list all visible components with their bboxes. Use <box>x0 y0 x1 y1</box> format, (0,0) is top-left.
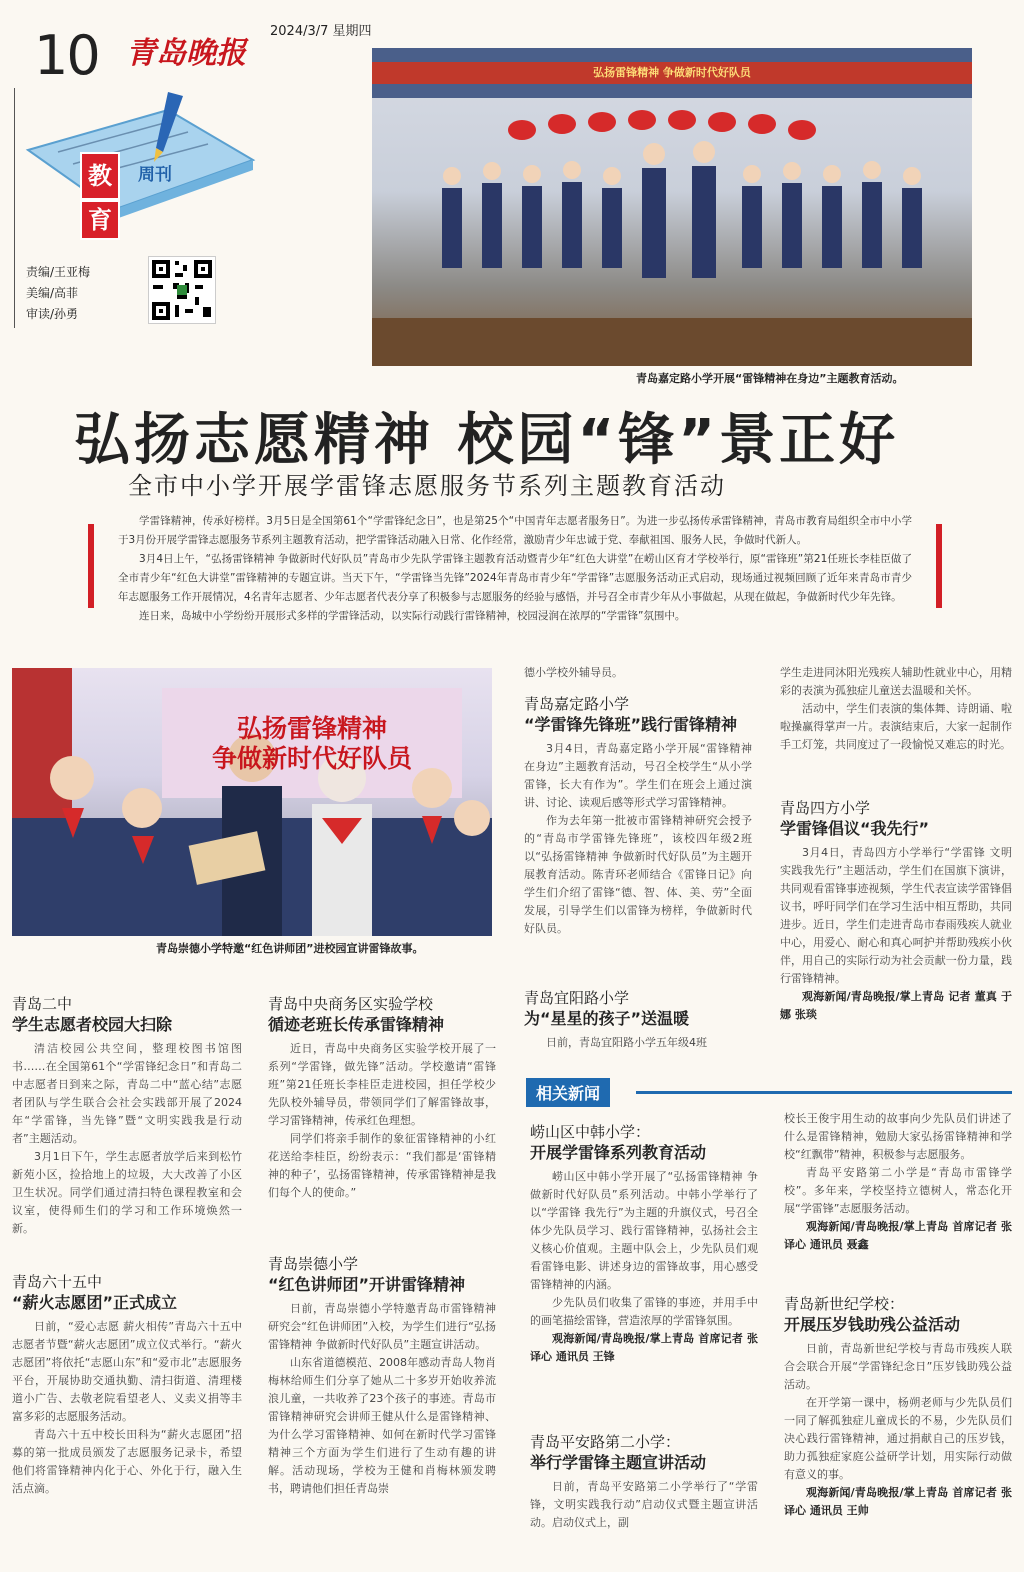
article-paragraph: 崂山区中韩小学开展了“弘扬雷锋精神 争做新时代好队员”系列活动。中韩小学举行了以“学雷锋 我先行”为主题的升旗仪式，号召全体少先队员学习、践行雷锋精神，弘扬社会主义核心价值观。主题中队会上，少先队员们观看雷锋电影、讲述身边的雷锋故事，用心感受雷锋精神的内涵。 <box>530 1170 758 1291</box>
credit-designer: 美编/高菲 <box>26 286 79 300</box>
students-on-stage-photo <box>372 48 972 366</box>
article-xinshiji <box>784 1294 1012 1520</box>
article-paragraph: 3月1日下午，学生志愿者放学后来到松竹新苑小区，捡拾地上的垃圾，大大改善了小区卫生状况。同学们通过清扫特色课程教室和会议室，使得师生们的学习和工作环境焕然一新。 <box>12 1150 242 1235</box>
lead-bar-left <box>88 524 94 608</box>
article-paragraph: 日前，青岛平安路第二小学举行了“学雷锋，文明实践我行动”启动仪式暨主题宣讲活动。启动仪式上，副 <box>530 1480 758 1529</box>
mid-banner-line1: 弘扬雷锋精神 <box>236 714 387 743</box>
article-byline: 观海新闻/青岛晚报/掌上青岛 首席记者 张译心 通讯员 王帅 <box>784 1486 1012 1517</box>
article-title: 循迹老班长传承雷锋精神 <box>268 1015 445 1034</box>
lead-paragraph: 连日来，岛城中小学纷纷开展形式多样的学雷锋活动，以实际行动践行雷锋精神，校园浸润在浓厚的“学雷锋”氛围中。 <box>139 610 686 622</box>
article-pingan-cont <box>784 1110 1012 1254</box>
article-title: 开展学雷锋系列教育活动 <box>530 1143 707 1162</box>
article-paragraph: 3月4日，青岛嘉定路小学开展“雷锋精神在身边”主题教育活动，号召全校学生“从小学雷锋，长大有作为”。学生们在班会上通过演讲、讨论、读观后感等形式学习雷锋精神。 <box>524 742 752 809</box>
article-title: “红色讲师团”开讲雷锋精神 <box>268 1275 466 1294</box>
article-paragraph: 日前，“爱心志愿 薪火相传”青岛六十五中志愿者节暨“薪火志愿团”成立仪式举行。“薪火志愿团”将依托“志愿山东”和“爱市北”志愿服务平台，开展协助交通执勤、清扫街道、清理楼道小广告、去敬老院看望老人、义卖义捐等丰富多彩的志愿服务活动。 <box>12 1320 242 1423</box>
article-paragraph: 青岛平安路第二小学是“青岛市雷锋学校”。多年来，学校坚持立德树人，常态化开展“学雷锋”志愿服务活动。 <box>784 1166 1012 1215</box>
article-sifang <box>780 798 1012 1024</box>
header-rule <box>14 88 15 328</box>
page-number: 10 <box>34 24 99 87</box>
article-paragraph: 日前，青岛新世纪学校与青岛市残疾人联合会联合开展“学雷锋纪念日”压岁钱助残公益活动。 <box>784 1342 1012 1391</box>
article-jiading <box>524 664 752 938</box>
article-erzhong <box>12 994 242 1238</box>
related-news-header <box>526 1078 1012 1106</box>
main-headline: 弘扬志愿精神 校园“锋”景正好 <box>74 408 900 473</box>
article-zhonghan <box>530 1122 758 1366</box>
article-title: 为“星星的孩子”送温暖 <box>524 1009 690 1028</box>
article-school: 青岛六十五中 <box>12 1273 103 1291</box>
article-title: 学生志愿者校园大扫除 <box>12 1015 173 1034</box>
section-char-yu: 育 <box>80 200 120 240</box>
credit-editor: 责编/王亚梅 <box>26 265 91 279</box>
article-school: 青岛崇德小学 <box>268 1255 359 1273</box>
mid-photo <box>12 668 492 936</box>
article-paragraph: 青岛六十五中校长田科为“薪火志愿团”招募的第一批成员颁发了志愿服务记录卡，希望他们将雷锋精神内化于心、外化于行，融入生活点滴。 <box>12 1428 242 1495</box>
article-continuation: 德小学校外辅导员。 <box>524 666 623 679</box>
article-paragraph: 活动中，学生们表演的集体舞、诗朗诵、啦啦操赢得掌声一片。表演结束后，大家一起制作手工灯笼，共同度过了一段愉悦又难忘的时光。 <box>780 702 1012 751</box>
article-paragraph: 同学们将亲手制作的象征雷锋精神的小红花送给李桂臣，纷纷表示：“我们都是‘雷锋精神的种子’，弘扬雷锋精神，传承雷锋精神是我们每个人的使命。” <box>268 1132 496 1199</box>
masthead-logo: 青岛晚报 <box>126 36 246 71</box>
article-school: 青岛平安路第二小学： <box>530 1433 681 1451</box>
article-continuation: 校长王俊宇用生动的故事向少先队员们讲述了什么是雷锋精神，勉励大家弘扬雷锋精神和学校“红飘带”精神，积极参与志愿服务。 <box>784 1112 1012 1161</box>
article-school: 青岛宜阳路小学 <box>524 989 630 1007</box>
top-photo-banner: 弘扬雷锋精神 争做新时代好队员 <box>593 66 751 79</box>
article-school: 青岛嘉定路小学 <box>524 695 630 713</box>
teacher-students-photo <box>12 668 492 936</box>
sub-headline: 全市中小学开展学雷锋志愿服务节系列主题教育活动 <box>128 472 726 500</box>
related-news-tag: 相关新闻 <box>526 1078 610 1107</box>
article-paragraph: 山东省道德模范、2008年感动青岛人物肖梅林给师生们分享了她从二十多岁开始收养流浪儿童，一共收养了23个孩子的事迹。青岛市雷锋精神研究会讲师王健从什么是雷锋精神、为什么学习雷锋精神、如何在新时代学习雷锋精神三个方面为学生们进行了生动有趣的讲解。活动现场，学校为王健和肖梅林颁发聘书，聘请他们担任青岛崇 <box>268 1356 496 1495</box>
top-photo-caption: 青岛嘉定路小学开展“雷锋精神在身边”主题教育活动。 <box>636 372 904 385</box>
article-yiyang <box>524 988 752 1052</box>
lead-paragraph: 3月4日上午，“弘扬雷锋精神 争做新时代好队员”青岛市少先队学雷锋主题教育活动暨青少年“红色大讲堂”在崂山区育才学校举行，原“雷锋班”第21任班长李桂臣做了全市青少年“红色大讲堂”雷锋精神的专题宣讲。当天下午，“学雷锋当先锋”2024年青岛市青少年“学雷锋”志愿服务活动正式启动，现场通过视频回顾了近年来青岛市青少年志愿服务工作开展情况，4名青年志愿者、少年志愿者代表分享了积极参与志愿服务的经验与感悟，并号召全市青少年从小事做起，从现在做起，争做新时代少年先锋。 <box>118 553 912 603</box>
lead-paragraph: 学雷锋精神，传承好榜样。3月5日是全国第61个“学雷锋纪念日”，也是第25个“中国青年志愿者服务日”。为进一步弘扬传承雷锋精神，青岛市教育局组织全市中小学于3月份开展学雷锋志愿服务节系列主题教育活动，把学雷锋活动融入日常、化作经常，激励青少年忠诚于党、奉献祖国、服务人民，争做时代新人。 <box>118 515 912 546</box>
article-yiyang-cont <box>780 664 1012 754</box>
article-title: 举行学雷锋主题宣讲活动 <box>530 1453 707 1472</box>
article-paragraph: 近日，青岛中央商务区实验学校开展了一系列“学雷锋，做先锋”活动。学校邀请“雷锋班”第21任班长李桂臣走进校园，担任学校少先队校外辅导员，带领同学们了解雷锋故事，学习雷锋精神，传承红色理想。 <box>268 1042 496 1127</box>
article-paragraph: 在开学第一课中，杨朔老师与少先队员们一同了解孤独症儿童成长的不易，少先队员们决心践行雷锋精神，通过捐献自己的压岁钱，助力孤独症家庭公益研学计划，用实际行动做有意义的事。 <box>784 1396 1012 1481</box>
article-paragraph: 清洁校园公共空间，整理校图书馆图书……在全国第61个“学雷锋纪念日”和青岛二中志愿者日到来之际，青岛二中“蓝心结”志愿者团队与学生联合会社会实践部开展了2024年“学雷锋，当先锋”暨“文明实践我是行动者”主题活动。 <box>12 1042 242 1145</box>
article-paragraph: 作为去年第一批被市雷锋精神研究会授予的“青岛市学雷锋先锋班”，该校四年级2班以“弘扬雷锋精神 争做新时代好队员”为主题开展教育活动。陈青环老师结合《雷锋日记》向学生们介绍了雷锋“德、智、体、美、劳”全面发展，引导学生们以雷锋为榜样，争做新时代好队员。 <box>524 814 752 935</box>
mid-photo-caption: 青岛崇德小学特邀“红色讲师团”进校园宣讲雷锋故事。 <box>156 942 424 955</box>
article-paragraph: 3月4日，青岛四方小学举行“学雷锋 文明实践我先行”主题活动，学生们在国旗下演讲，共同观看雷锋事迹视频，学生代表宣读学雷锋倡议书，呼吁同学们在学习生活中相互帮助，共同进步。近日，学生们走进青岛市春雨残疾人就业中心，用爱心、耐心和真心呵护并帮助残疾小伙伴，用自己的实际行动为社会贡献一份力量，践行雷锋精神。 <box>780 846 1012 985</box>
article-school: 青岛四方小学 <box>780 799 871 817</box>
article-byline: 观海新闻/青岛晚报/掌上青岛 首席记者 张译心 通讯员 聂鑫 <box>784 1220 1012 1251</box>
article-chongde <box>268 1254 496 1498</box>
lead-paragraphs <box>118 512 912 626</box>
article-paragraph: 日前，青岛宜阳路小学五年级4班 <box>546 1036 707 1049</box>
article-title: 学雷锋倡议“我先行” <box>780 819 930 838</box>
article-pingan <box>530 1432 758 1532</box>
section-char-jiao: 教 <box>80 152 120 200</box>
article-paragraph: 日前，青岛崇德小学特邀青岛市雷锋精神研究会“红色讲师团”入校，为学生们进行“弘扬雷锋精神 争做新时代好队员”主题宣讲活动。 <box>268 1302 496 1351</box>
section-logo <box>18 90 258 240</box>
article-school: 崂山区中韩小学： <box>530 1123 651 1141</box>
article-title: “薪火志愿团”正式成立 <box>12 1293 178 1312</box>
section-name: 周刊 <box>138 165 172 185</box>
article-byline: 观海新闻/青岛晚报/掌上青岛 首席记者 张译心 通讯员 王锋 <box>530 1332 758 1363</box>
issue-date: 2024/3/7 星期四 <box>270 24 372 39</box>
mid-photo-banner <box>162 714 462 774</box>
article-school: 青岛二中 <box>12 995 73 1013</box>
mid-banner-line2: 争做新时代好队员 <box>211 744 412 773</box>
article-school: 青岛新世纪学校： <box>784 1295 905 1313</box>
article-paragraph: 少先队员们收集了雷锋的事迹，并用手中的画笔描绘雷锋，营造浓厚的学雷锋氛围。 <box>530 1296 758 1327</box>
article-title: 开展压岁钱助残公益活动 <box>784 1315 961 1334</box>
credits <box>26 262 90 325</box>
article-title: “学雷锋先锋班”践行雷锋精神 <box>524 715 738 734</box>
lead-bar-right <box>936 524 942 608</box>
article-continuation: 学生走进同沐阳光残疾人辅助性就业中心，用精彩的表演为孤独症儿童送去温暖和关怀。 <box>780 666 1012 697</box>
article-zhongyang <box>268 994 496 1202</box>
credit-reviewer: 审读/孙勇 <box>26 307 79 321</box>
article-byline: 观海新闻/青岛晚报/掌上青岛 记者 董真 于娜 张琰 <box>780 990 1012 1021</box>
article-liushiwu <box>12 1272 242 1498</box>
qr-code-icon <box>148 256 216 324</box>
related-news-rule <box>636 1091 1012 1094</box>
top-photo <box>372 48 972 366</box>
article-school: 青岛中央商务区实验学校 <box>268 995 434 1013</box>
